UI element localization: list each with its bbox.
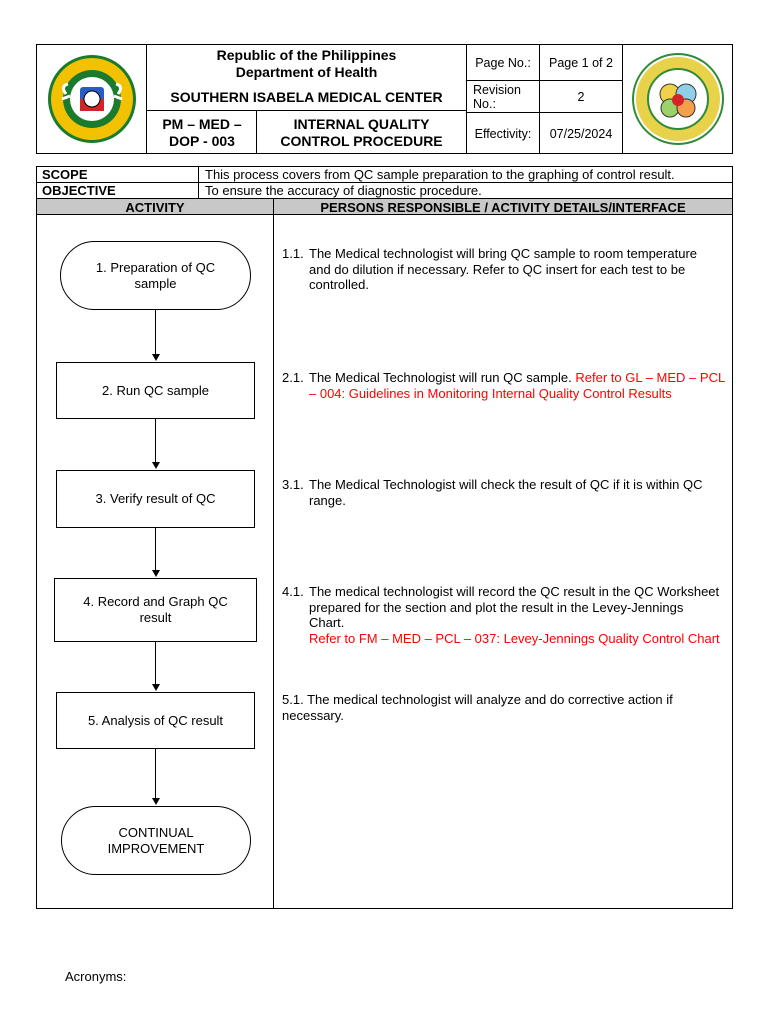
arrow-down-icon: [152, 462, 160, 469]
acronyms-label: Acronyms:: [65, 969, 127, 984]
detail-1: [282, 246, 722, 293]
activity-column-header: ACTIVITY: [125, 199, 185, 215]
objective-text: To ensure the accuracy of diagnostic procedure.: [205, 183, 482, 198]
detail-4: [282, 584, 722, 646]
gov-line-1: Republic of the Philippines: [216, 47, 397, 63]
reference-link-text: Refer to FM – MED – PCL – 037: Levey-Jennings Quality Control Chart: [309, 630, 720, 646]
column-divider: [273, 199, 274, 909]
detail-text: The Medical Technologist will check the result of QC if it is within QC range.: [309, 477, 703, 508]
flow-connector: [155, 419, 156, 463]
page-value: Page 1 of 2: [549, 55, 613, 70]
effectivity-value: 07/25/2024: [549, 126, 613, 141]
center-name: SOUTHERN ISABELA MEDICAL CENTER: [170, 88, 443, 105]
detail-text: The medical technologist will record the QC result in the QC Worksheet prepared for the section and plot the result in the Levey-Jennings Chart.: [309, 584, 720, 630]
page-label: Page No.:: [475, 55, 531, 70]
detail-text: The Medical technologist will bring QC sample to room temperature and do dilution if necessary. Refer to QC insert for each test to be controlled.: [309, 246, 698, 292]
column-divider: [198, 166, 199, 199]
detail-number: 1.1.: [282, 246, 304, 261]
simc-seal-logo: [626, 52, 730, 146]
arrow-down-icon: [152, 798, 160, 805]
detail-number: 3.1.: [282, 477, 304, 492]
detail-number: 2.1.: [282, 370, 304, 385]
flow-connector: [155, 642, 156, 685]
flow-step-4: 4. Record and Graph QC result: [54, 578, 257, 642]
government-heading: [147, 45, 466, 83]
document-code: PM – MED – DOP - 003: [162, 115, 242, 149]
flow-step-5: 5. Analysis of QC result: [56, 692, 255, 749]
detail-text: The Medical Technologist will run QC sample.: [309, 370, 572, 385]
flow-end-terminal: CONTINUAL IMPROVEMENT: [61, 806, 251, 875]
detail-number: 5.1.: [282, 692, 304, 707]
doh-seal-logo: [40, 54, 144, 144]
detail-number: 4.1.: [282, 584, 304, 599]
detail-2: [282, 370, 728, 401]
header-divider: [622, 44, 623, 154]
arrow-down-icon: [152, 354, 160, 361]
gov-line-2: Department of Health: [235, 64, 378, 80]
effectivity-label: Effectivity:: [474, 126, 532, 141]
detail-5: [282, 692, 722, 723]
flow-step-3: 3. Verify result of QC: [56, 470, 255, 528]
document-title: INTERNAL QUALITY CONTROL PROCEDURE: [280, 115, 443, 149]
detail-3: [282, 477, 722, 508]
reference-link-text: Refer to GL – MED – PCL – 004: Guidelines in Monitoring Internal Quality Control Results: [309, 370, 725, 401]
objective-label: OBJECTIVE: [42, 183, 116, 198]
revision-value: 2: [577, 89, 585, 104]
scope-label: SCOPE: [42, 167, 88, 182]
details-column-header: PERSONS RESPONSIBLE / ACTIVITY DETAILS/INTERFACE: [320, 199, 686, 215]
flow-step-2: 2. Run QC sample: [56, 362, 255, 419]
arrow-down-icon: [152, 684, 160, 691]
detail-text: The medical technologist will analyze and do corrective action if necessary.: [282, 692, 673, 723]
flow-connector: [155, 749, 156, 799]
scope-text: This process covers from QC sample preparation to the graphing of control result.: [205, 167, 675, 182]
revision-label: Revision No.:: [473, 82, 521, 111]
arrow-down-icon: [152, 570, 160, 577]
flow-connector: [155, 528, 156, 571]
flow-connector: [155, 310, 156, 355]
flow-step-1: 1. Preparation of QC sample: [60, 241, 251, 310]
